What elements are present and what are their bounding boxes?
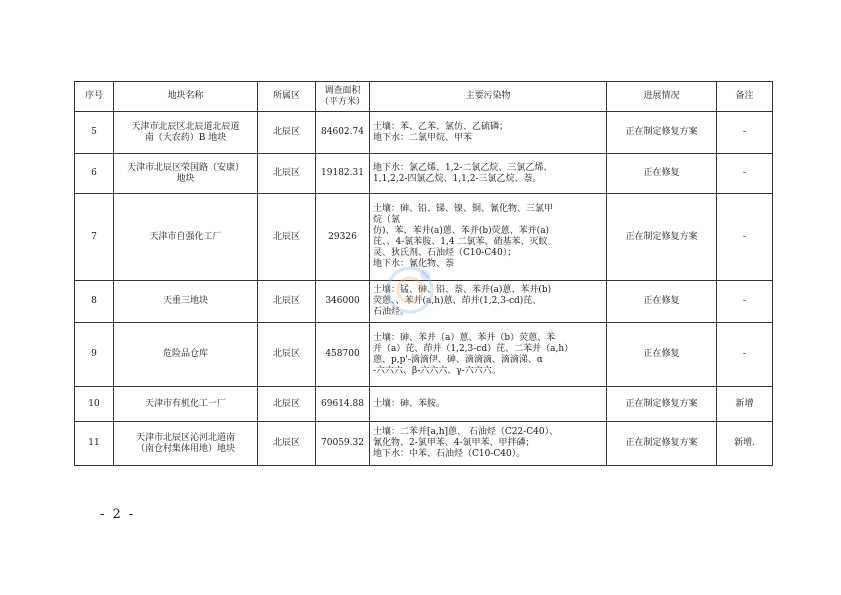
header-progress: 进展情况 [607, 82, 717, 112]
cell-name [114, 281, 258, 323]
cell-district: 北辰区 [258, 323, 316, 387]
cell-pollutants-line: 蒽、p,p'-滴滴伊、砷、滴滴滴、滴滴涕、α [373, 354, 543, 365]
cell-name-line: （南仓村集体用地）地块 [135, 443, 235, 454]
cell-name [114, 112, 258, 154]
cell-remark: - [717, 194, 773, 281]
cell-pollutants-line: 氰化物、2-氯甲苯、4-氯甲苯、甲拌磷； [373, 438, 535, 448]
cell-pollutants-line: 地下水：氰化物、萘 [373, 259, 455, 269]
cell-name-line: 天重三地块 [162, 296, 208, 306]
cell-remark: - [717, 112, 773, 154]
cell-pollutants [370, 194, 607, 281]
cell-index: 6 [75, 154, 114, 194]
cell-name [114, 154, 258, 194]
cell-name [114, 422, 258, 466]
header-area-label: 调查面积 [324, 85, 361, 96]
cell-pollutants [370, 281, 607, 323]
cell-district: 北辰区 [258, 154, 316, 194]
cell-pollutants [370, 422, 607, 466]
cell-area: 19182.31 [316, 154, 370, 194]
cell-remark: - [717, 281, 773, 323]
cell-pollutants-line: 土壤：锰、砷、铅、萘、苯并(a)蒽、苯并(b) [373, 285, 552, 295]
contaminated-sites-table [74, 81, 773, 466]
cell-index: 11 [75, 422, 114, 466]
cell-index: 10 [75, 387, 114, 422]
cell-index: 7 [75, 194, 114, 281]
cell-name-line: 天津市北辰区北辰道北辰道 [131, 121, 240, 132]
cell-pollutants-line: 芘、、4-氯苯胺、1,4 二氯苯、硝基苯、灭蚁 [373, 237, 548, 247]
cell-pollutants-line: 石油烃。 [373, 307, 410, 317]
cell-name-line: 地块 [176, 173, 195, 184]
cell-area: 70059.32 [316, 422, 370, 466]
cell-name-line: 南（大农药）B 地块 [144, 132, 227, 143]
cell-name-line: 天津市有机化工一厂 [144, 398, 226, 409]
cell-pollutants-line: 灵、狄氏剂、石油烃（C10-C40）； [373, 248, 517, 258]
cell-pollutants [370, 323, 607, 387]
cell-name-line: 危险品仓库 [162, 349, 208, 359]
cell-pollutants-line: 土壤：砷、铅、锑、镍、铜、氰化物、三氯甲 [373, 204, 554, 214]
table-row [75, 194, 773, 281]
cell-name-line: 天津市北辰区荣国路（安康） [126, 162, 244, 173]
cell-pollutants-line: 土壤：砷、苯并（a）蒽、苯并（b）荧蒽、苯 [373, 332, 556, 343]
cell-pollutants-line: 荧蒽、、苯并(a,h)蒽、茚并(1,2,3-cd)芘、 [373, 296, 542, 306]
table-body [75, 112, 773, 466]
cell-name-line: 天津市自强化工厂 [149, 231, 222, 242]
cell-district: 北辰区 [258, 194, 316, 281]
cell-index: 8 [75, 281, 114, 323]
cell-progress: 正在制定修复方案 [607, 194, 717, 281]
page-number: - 2 - [100, 507, 136, 522]
cell-index: 9 [75, 323, 114, 387]
cell-progress: 正在制定修复方案 [607, 112, 717, 154]
cell-pollutants-line: 烷（氯 [373, 215, 401, 225]
cell-name [114, 194, 258, 281]
cell-pollutants [370, 154, 607, 194]
cell-pollutants-line: 土壤：苯、乙苯、氯仿、乙硫磷； [373, 121, 509, 132]
cell-progress: 正在修复 [607, 154, 717, 194]
cell-remark: 新增 [717, 387, 773, 422]
cell-area: 84602.74 [316, 112, 370, 154]
cell-pollutants-line: 并（a）芘、茚并（1,2,3-cd）芘、二苯并（a,h） [373, 343, 574, 354]
cell-pollutants [370, 387, 607, 422]
cell-district: 北辰区 [258, 112, 316, 154]
header-district: 所属区 [258, 82, 316, 112]
table-row [75, 323, 773, 387]
cell-pollutants-line: 土壤：砷、苯胺。 [373, 398, 446, 409]
cell-area: 346000 [316, 281, 370, 323]
header-name: 地块名称 [114, 82, 258, 112]
cell-pollutants-line: 土壤：二苯并[a,h]蒽、 石油烃（C22-C40）、 [373, 427, 559, 437]
cell-district: 北辰区 [258, 422, 316, 466]
header-remark: 备注 [717, 82, 773, 112]
cell-remark: - [717, 323, 773, 387]
table-row [75, 422, 773, 466]
header-pollutants: 主要污染物 [370, 82, 607, 112]
cell-index: 5 [75, 112, 114, 154]
cell-name-line: 天津市北辰区沁河北道南 [135, 432, 235, 443]
cell-pollutants [370, 112, 607, 154]
cell-pollutants-line: 仿)、苯、苯并(a)蒽、苯并(b)荧蒽、苯并(a) [373, 226, 550, 236]
cell-area: 69614.88 [316, 387, 370, 422]
cell-pollutants-line: 地下水：二氯甲烷、甲苯 [373, 132, 473, 143]
header-area [316, 82, 370, 112]
cell-pollutants-line: 1,1,2,2-四氯乙烷、1,1,2-三氯乙烷、萘。 [373, 173, 542, 184]
table-row [75, 154, 773, 194]
cell-pollutants-line: 地下水：氯乙烯、1,2-二氯乙烷、三氯乙烯、 [373, 162, 553, 173]
table-header-row [75, 82, 773, 112]
cell-district: 北辰区 [258, 281, 316, 323]
cell-name [114, 387, 258, 422]
cell-area: 458700 [316, 323, 370, 387]
cell-remark: - [717, 154, 773, 194]
table-row [75, 281, 773, 323]
cell-remark: 新增. [717, 422, 773, 466]
cell-area: 29326 [316, 194, 370, 281]
table-row [75, 112, 773, 154]
cell-progress: 正在制定修复方案 [607, 387, 717, 422]
table-row [75, 387, 773, 422]
cell-progress: 正在修复 [607, 323, 717, 387]
cell-pollutants-line: -六六六、β-六六六、γ-六六六。 [373, 365, 501, 376]
cell-progress: 正在修复 [607, 281, 717, 323]
cell-pollutants-line: 地下水：中苯、石油烃（C10-C40）。 [373, 449, 526, 459]
cell-name [114, 323, 258, 387]
cell-progress: 正在制定修复方案 [607, 422, 717, 466]
header-area-unit: （平方米） [319, 96, 365, 107]
header-index: 序号 [75, 82, 114, 112]
cell-district: 北辰区 [258, 387, 316, 422]
